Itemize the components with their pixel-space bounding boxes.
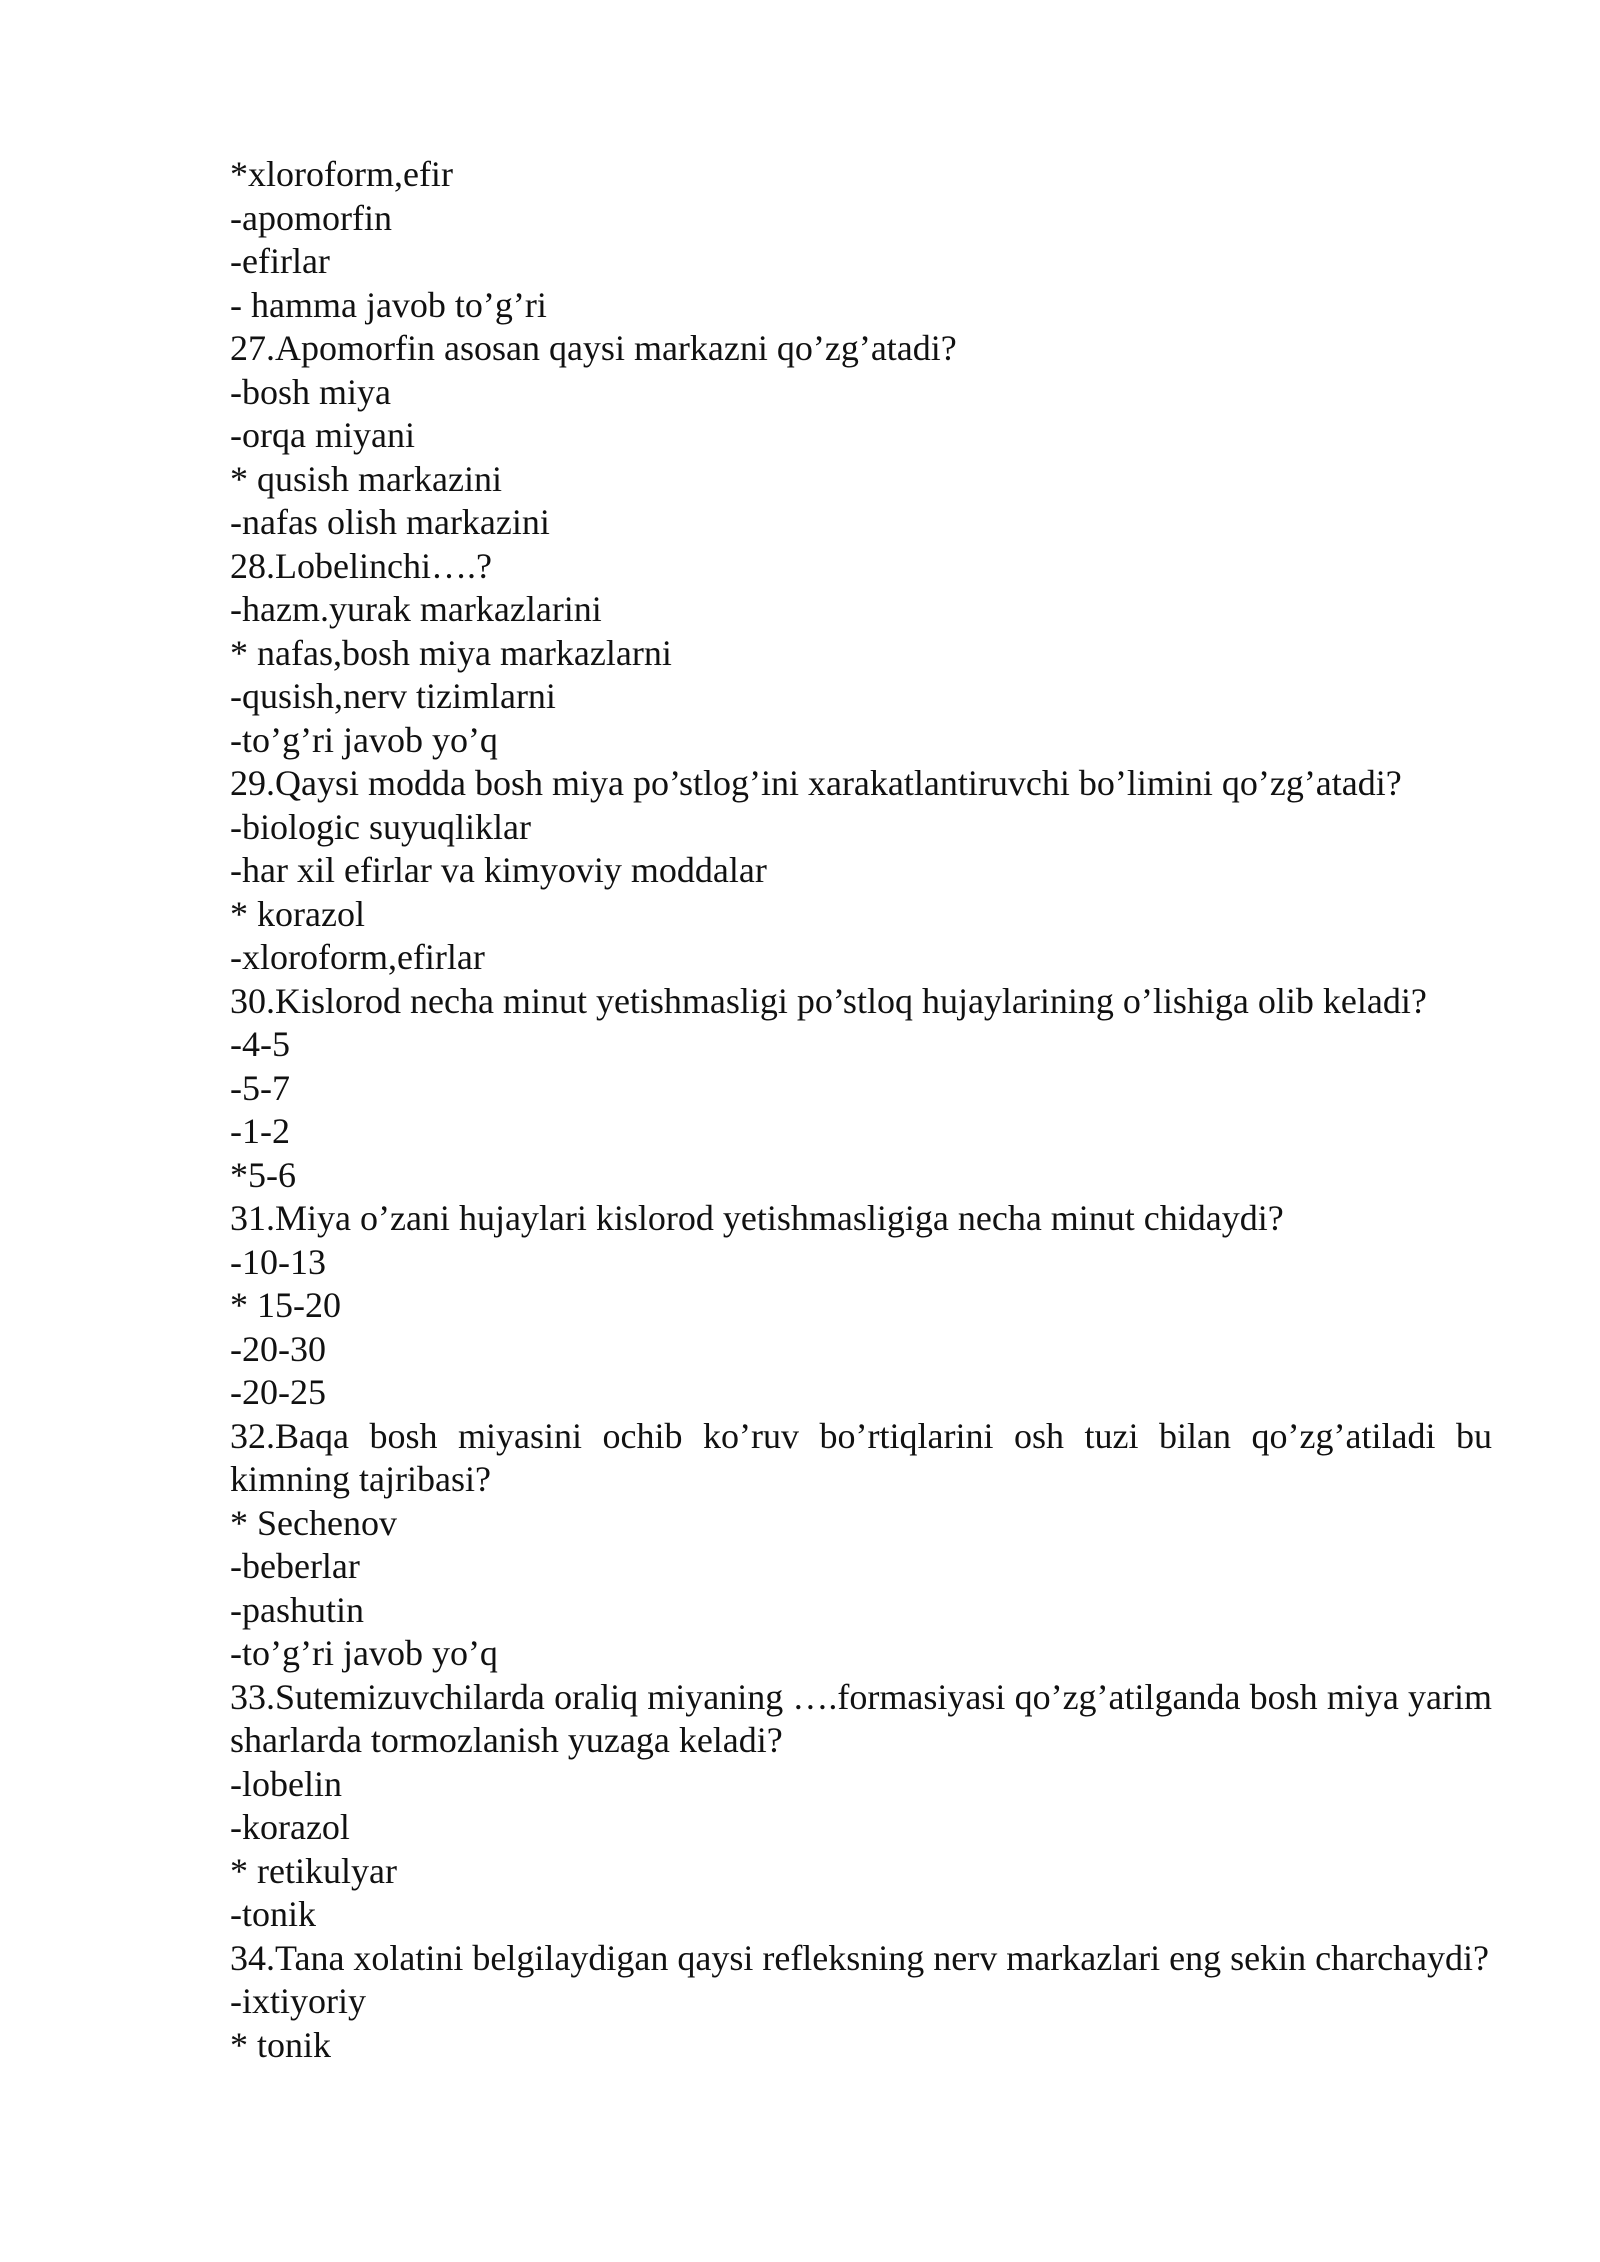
- answer-option: * tonik: [230, 2024, 332, 2065]
- question-31: 31.Miya o’zani hujaylari kislorod yetishmasligiga necha minut chidaydi?: [230, 1198, 1284, 1238]
- answer-option: -xloroform,efirlar: [230, 937, 485, 977]
- answer-option: * retikulyar: [230, 1850, 397, 1891]
- answer-option: - hamma javob to’g’ri: [230, 284, 547, 325]
- answer-option: -beberlar: [230, 1546, 360, 1586]
- answer-option: * 15-20: [230, 1285, 341, 1325]
- document-page: [230, 153, 1501, 2067]
- question-27: 27.Apomorfin asosan qaysi markazni qo’zg’atadi?: [230, 328, 957, 368]
- answer-option: *xloroform,efir: [230, 154, 453, 194]
- answer-option: * korazol: [230, 893, 365, 934]
- answer-option: -apomorfin: [230, 197, 392, 238]
- answer-option: -20-25: [230, 1372, 326, 1412]
- answer-option: * qusish markazini: [230, 458, 502, 499]
- answer-option: * Sechenov: [230, 1502, 397, 1543]
- answer-option: -ixtiyoriy: [230, 1981, 366, 2021]
- answer-option: -pashutin: [230, 1589, 364, 1630]
- answer-option: -nafas olish markazini: [230, 502, 550, 542]
- answer-option: -har xil efirlar va kimyoviy moddalar: [230, 850, 767, 890]
- answer-option: *5-6: [230, 1154, 296, 1195]
- answer-option: -20-30: [230, 1328, 326, 1369]
- answer-option: -10-13: [230, 1241, 326, 1282]
- answer-option: -qusish,nerv tizimlarni: [230, 676, 556, 716]
- answer-option: -efirlar: [230, 241, 330, 281]
- answer-option: -orqa miyani: [230, 415, 415, 455]
- answer-option: -bosh miya: [230, 371, 391, 412]
- answer-option: -to’g’ri javob yo’q: [230, 719, 498, 760]
- answer-option: -biologic suyuqliklar: [230, 806, 531, 847]
- question-34: 34.Tana xolatini belgilaydigan qaysi refleksning nerv markazlari eng sekin charchaydi?: [230, 1937, 1490, 1978]
- answer-option: * nafas,bosh miya markazlarni: [230, 632, 672, 673]
- answer-option: -hazm.yurak markazlarini: [230, 589, 602, 629]
- answer-option: -4-5: [230, 1024, 290, 1064]
- answer-option: -korazol: [230, 1807, 350, 1847]
- answer-option: -1-2: [230, 1111, 290, 1151]
- answer-option: -5-7: [230, 1067, 290, 1108]
- question-28: 28.Lobelinchi….?: [230, 545, 492, 586]
- answer-option: -tonik: [230, 1894, 316, 1934]
- question-32: 32.Baqa bosh miyasini ochib ko’ruv bo’rtiqlarini osh tuzi bilan qo’zg’atiladi bu kimning tajribasi?: [230, 1415, 1501, 1499]
- question-30: 30.Kislorod necha minut yetishmasligi po’stloq hujaylarining o’lishiga olib keladi?: [230, 980, 1427, 1021]
- question-29: 29.Qaysi modda bosh miya po’stlog’ini xarakatlantiruvchi bo’limini qo’zg’atadi?: [230, 763, 1402, 803]
- answer-option: -lobelin: [230, 1763, 342, 1804]
- answer-option: -to’g’ri javob yo’q: [230, 1633, 498, 1673]
- question-33: 33.Sutemizuvchilarda oraliq miyaning ….formasiyasi qo’zg’atilganda bosh miya yarim sharlarda tormozlanish yuzaga keladi?: [230, 1676, 1501, 1760]
